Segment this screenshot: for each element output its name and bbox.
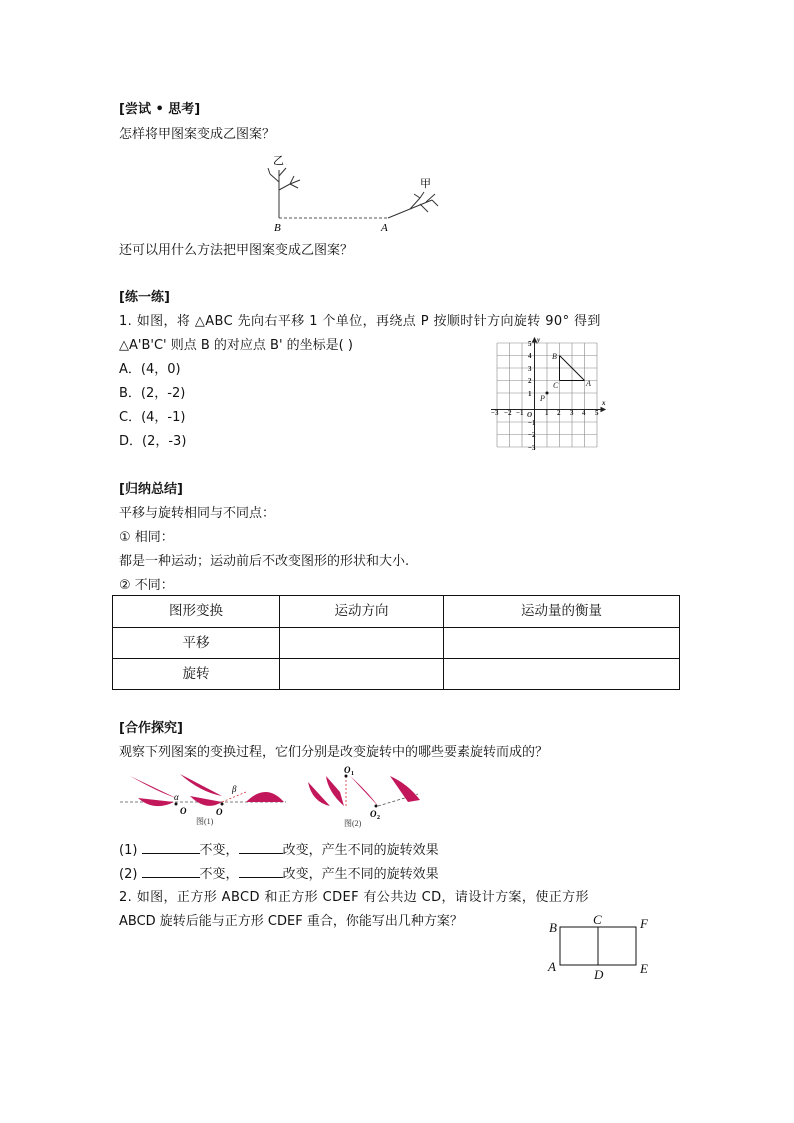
x-tick: 2 xyxy=(557,409,561,417)
explore-q2-line1: 2. 如图，正方形 ABCD 和正方形 CDEF 有公共边 CD，请设计方案，使正方形 xyxy=(119,890,589,905)
label-A: A xyxy=(381,222,388,234)
tree-translation-figure xyxy=(260,150,450,235)
table-cell-input[interactable] xyxy=(444,628,679,658)
vertex-E: E xyxy=(640,961,648,976)
rotation-figures xyxy=(118,762,438,834)
label-B: B xyxy=(274,222,281,234)
vertex-B: B xyxy=(549,920,557,935)
point-B-label: B xyxy=(552,352,557,361)
grid-lines xyxy=(497,343,597,447)
x-tick: 4 xyxy=(582,409,586,417)
question-transform: 怎样将甲图案变成乙图案？ xyxy=(119,127,276,142)
option-b: B．(2，-2) xyxy=(119,386,186,401)
figure-1-caption: 图(1) xyxy=(196,817,214,826)
y-tick: 4 xyxy=(528,352,532,360)
blank-input[interactable] xyxy=(239,841,283,854)
x-tick: 5 xyxy=(595,409,599,417)
section-heading-summary: [归纳总结] xyxy=(119,482,183,497)
square-cdef xyxy=(598,927,636,965)
label-jia: 甲 xyxy=(420,178,431,190)
figure-2-caption: 图(2) xyxy=(344,819,362,828)
y-tick: 1 xyxy=(528,390,532,398)
table-cell-input[interactable] xyxy=(444,659,679,689)
x-tick: −1 xyxy=(516,409,524,417)
label-o1-sub: 1 xyxy=(351,771,354,777)
table-row-rotation: 旋转 xyxy=(182,666,210,682)
vertex-A: A xyxy=(548,959,556,974)
coordinate-grid xyxy=(485,335,615,455)
fill-blank-1: (1) 不变， 改变，产生不同的旋转效果 xyxy=(119,843,439,858)
blank-input[interactable] xyxy=(142,841,200,854)
blank-input[interactable] xyxy=(142,865,200,878)
vertex-F: F xyxy=(640,916,648,931)
comparison-table xyxy=(112,595,680,690)
label-o2: O xyxy=(370,809,377,819)
section-heading-try-think: [尝试 • 思考] xyxy=(119,102,201,117)
label-alpha: α xyxy=(174,792,179,802)
point-C-label: C xyxy=(553,381,559,390)
label-yi: 乙 xyxy=(273,155,284,167)
point-P-dot xyxy=(546,392,549,395)
option-d: D．(2，-3) xyxy=(119,434,187,449)
table-row-translation: 平移 xyxy=(182,635,210,651)
label-beta: β xyxy=(232,784,237,794)
option-a: A．(4，0) xyxy=(119,362,181,377)
same-text: 都是一种运动；运动前后不改变图形的形状和大小. xyxy=(119,554,410,569)
squares-figure xyxy=(540,910,660,985)
section-heading-explore: [合作探究] xyxy=(119,721,183,736)
x-tick: 1 xyxy=(545,409,549,417)
y-tick: 2 xyxy=(528,377,532,385)
tree-yi-icon xyxy=(268,168,300,218)
figure-1 xyxy=(120,774,286,826)
origin-label: O xyxy=(527,411,533,419)
y-tick: 3 xyxy=(528,365,532,373)
section-heading-practice: [练一练] xyxy=(119,290,170,305)
x-tick: −2 xyxy=(504,409,512,417)
diff-label: ② 不同： xyxy=(119,578,174,593)
y-tick: −2 xyxy=(528,431,536,439)
y-tick: −1 xyxy=(528,419,536,427)
option-c: C．(4，-1) xyxy=(119,410,186,425)
square-abcd xyxy=(560,927,598,965)
question-other-methods: 还可以用什么方法把甲图案变成乙图案？ xyxy=(119,243,354,258)
explore-q2-line2: ABCD 旋转后能与正方形 CDEF 重合，你能写出几种方案？ xyxy=(119,914,463,929)
figure-2 xyxy=(308,765,420,828)
y-axis-label: y xyxy=(537,336,541,344)
point-A-label: A xyxy=(586,379,591,388)
fill-blank-2: (2) 不变， 改变，产生不同的旋转效果 xyxy=(119,867,439,882)
summary-intro: 平移与旋转相同与不同点： xyxy=(119,506,276,521)
x-tick: 3 xyxy=(570,409,574,417)
same-label: ① 相同： xyxy=(119,530,174,545)
table-cell-input[interactable] xyxy=(280,659,443,689)
y-tick: −3 xyxy=(528,444,536,452)
x-tick: −3 xyxy=(491,409,499,417)
table-header-transform: 图形变换 xyxy=(169,603,223,619)
vertex-C: C xyxy=(593,912,602,927)
table-cell-input[interactable] xyxy=(280,628,443,658)
explore-intro: 观察下列图案的变换过程，它们分别是改变旋转中的哪些要素旋转而成的？ xyxy=(119,745,549,760)
y-tick: 5 xyxy=(528,340,532,348)
label-o1: O xyxy=(344,765,351,775)
label-o2-sub: 2 xyxy=(377,815,380,821)
table-header-direction: 运动方向 xyxy=(334,603,389,619)
table-header-measure: 运动量的衡量 xyxy=(521,603,602,619)
x-axis-label: x xyxy=(602,399,606,407)
point-P-label: P xyxy=(540,394,545,403)
practice-q1-line2: △A'B'C' 则点 B 的对应点 B' 的坐标是( ) xyxy=(119,338,353,353)
blank-input[interactable] xyxy=(239,865,283,878)
label-o: O xyxy=(180,806,187,816)
vertex-D: D xyxy=(594,967,604,982)
practice-q1-line1: 1. 如图，将 △ABC 先向右平移 1 个单位，再绕点 P 按顺时针方向旋转 90° 得到 xyxy=(119,314,601,329)
tree-jia-icon xyxy=(388,192,438,218)
label-o: O xyxy=(216,807,223,817)
